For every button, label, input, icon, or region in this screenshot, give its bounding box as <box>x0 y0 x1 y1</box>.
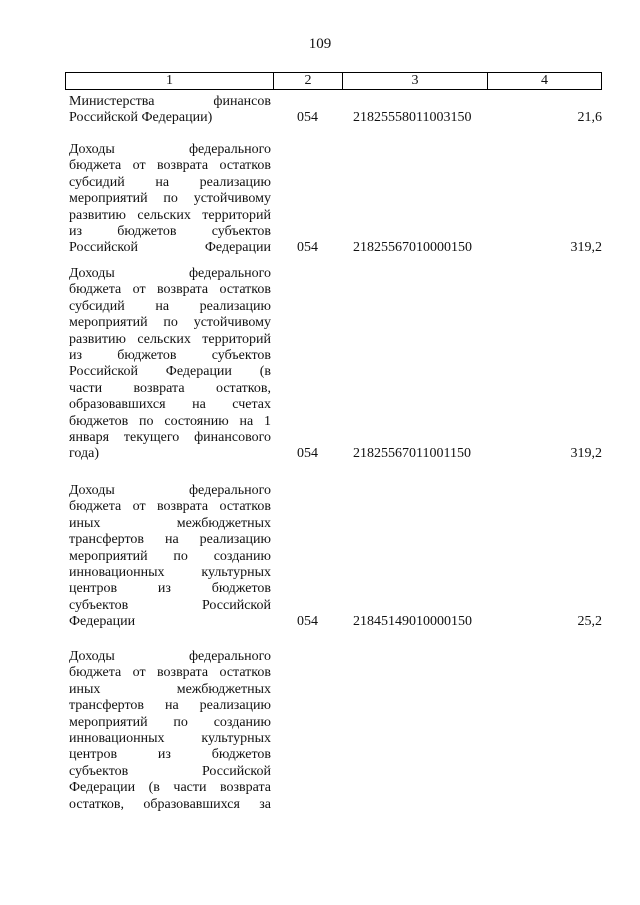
row-sum: 25,2 <box>577 614 602 630</box>
description-line: бюджета от возврата остатков <box>69 282 271 298</box>
description-line: развитию сельских территорий <box>69 331 271 347</box>
description-line: Доходы федерального <box>69 483 271 498</box>
description-line: из бюджетов субъектов <box>69 224 271 240</box>
description-line: Российской Федерации <box>69 240 271 256</box>
row-kbk: 21825567010000150 <box>353 240 472 256</box>
description-line: мероприятий по устойчивому <box>69 315 271 331</box>
description-line: центров из бюджетов <box>69 747 271 763</box>
row-description <box>69 266 271 463</box>
description-line: Доходы федерального <box>69 266 271 281</box>
page-number: 109 <box>308 36 332 52</box>
description-line: бюджета от возврата остатков <box>69 499 271 515</box>
description-line: Федерации (в части возврата <box>69 780 271 796</box>
description-line: года) <box>69 446 99 462</box>
description-line: субъектов Российской <box>69 597 271 613</box>
row-code: 054 <box>297 240 318 256</box>
description-line: остатков, образовавшихся за <box>69 796 271 812</box>
description-line: бюджета от возврата остатков <box>69 665 271 681</box>
description-line: субсидий на реализацию <box>69 298 271 314</box>
header-col-2: 2 <box>274 73 343 89</box>
row-code: 054 <box>297 446 318 462</box>
description-line: января текущего финансового <box>69 430 271 446</box>
row-description <box>69 94 271 127</box>
row-sum: 319,2 <box>570 446 602 462</box>
header-col-3: 3 <box>343 73 488 89</box>
header-col-1: 1 <box>66 73 274 89</box>
description-line: Министерства финансов <box>69 94 271 109</box>
description-line: субсидий на реализацию <box>69 174 271 190</box>
description-line: мероприятий по созданию <box>69 714 271 730</box>
description-line: Российской Федерации (в <box>69 364 271 380</box>
row-description <box>69 483 271 631</box>
description-line: инновационных культурных <box>69 565 271 581</box>
description-line: трансфертов на реализацию <box>69 532 271 548</box>
row-kbk: 21825558011003150 <box>353 110 472 126</box>
description-line: Федерации <box>69 614 136 630</box>
description-line: мероприятий по устойчивому <box>69 191 271 207</box>
description-line: Доходы федерального <box>69 649 271 664</box>
description-line: субъектов Российской <box>69 763 271 779</box>
table-header <box>65 72 602 90</box>
description-line: развитию сельских территорий <box>69 207 271 223</box>
row-description <box>69 142 271 257</box>
description-line: Российской Федерации) <box>69 110 213 126</box>
description-line: иных межбюджетных <box>69 681 271 697</box>
row-kbk: 21825567011001150 <box>353 446 471 462</box>
description-line: бюджетов по состоянию на 1 <box>69 413 271 429</box>
description-line: мероприятий по созданию <box>69 548 271 564</box>
description-line: трансфертов на реализацию <box>69 698 271 714</box>
description-line: иных межбюджетных <box>69 515 271 531</box>
row-kbk: 21845149010000150 <box>353 614 472 630</box>
row-code: 054 <box>297 110 318 126</box>
description-line: бюджета от возврата остатков <box>69 158 271 174</box>
row-code: 054 <box>297 614 318 630</box>
row-sum: 319,2 <box>570 240 602 256</box>
description-line: центров из бюджетов <box>69 581 271 597</box>
header-col-4: 4 <box>541 73 548 88</box>
row-description <box>69 649 271 813</box>
description-line: Доходы федерального <box>69 142 271 157</box>
description-line: из бюджетов субъектов <box>69 348 271 364</box>
description-line: инновационных культурных <box>69 731 271 747</box>
description-line: части возврата остатков, <box>69 380 271 396</box>
description-line: образовавшихся на счетах <box>69 397 271 413</box>
row-sum: 21,6 <box>577 110 602 126</box>
